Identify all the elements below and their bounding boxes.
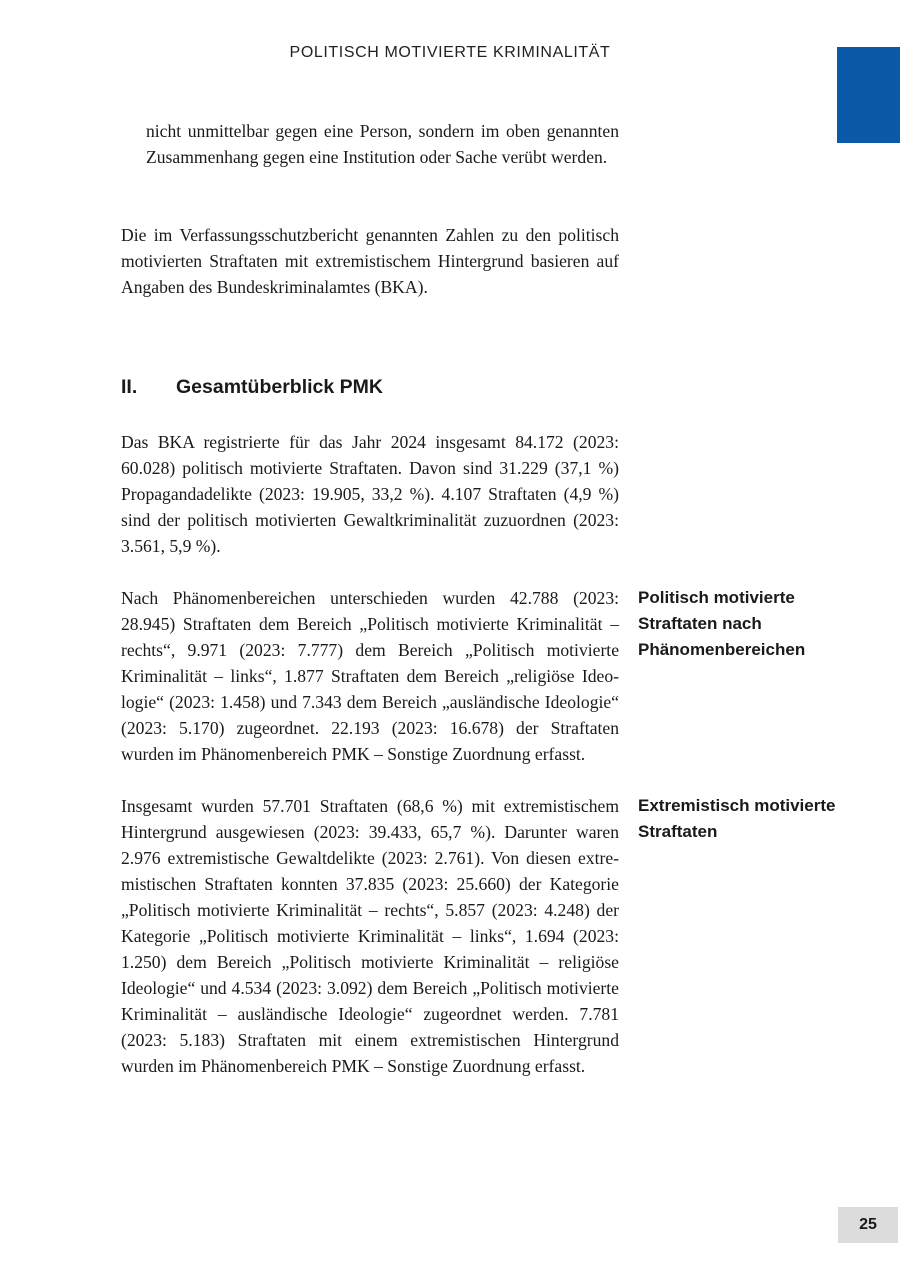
chapter-tab-marker bbox=[837, 47, 900, 143]
section-number: II. bbox=[121, 376, 138, 398]
page-number: 25 bbox=[838, 1207, 898, 1243]
margin-note-phenomena: Politisch motivierte Straftaten nach Phänomenbereichen bbox=[638, 588, 806, 659]
running-head-title: POLITISCH MOTIVIERTE KRIMINALITÄT bbox=[289, 44, 611, 61]
paragraph-data-source: Die im Verfassungsschutzbericht genannten Zahlen zu den politisch motivierten Straftaten mit extremistischem Hintergrund basieren auf Angaben des Bundeskriminalamtes (BKA). bbox=[121, 225, 619, 297]
section-title: Gesamtüberblick PMK bbox=[176, 376, 383, 398]
paragraph-overview: Das BKA registrierte für das Jahr 2024 insgesamt 84.172 (2023: 60.028) politisch motivierte Straftaten. Davon sind 31.229 (37,1 %) Propagandadelikte (2023: 19.905, 33,2 %). 4.107 Straftaten (4,9 %) sind der politisch motivierten Gewaltkriminalität zuzuordnen (2023: 3.561, 5,9 %). bbox=[121, 432, 619, 556]
margin-note-extremist: Extremistisch motivierte Straftaten bbox=[638, 796, 836, 841]
section-heading bbox=[121, 376, 383, 399]
paragraph-continuation: nicht unmittelbar gegen eine Person, sondern im oben genannten Zusammenhang gegen eine Institution oder Sache verübt werden. bbox=[146, 121, 619, 167]
paragraph-phenomena: Nach Phänomenbereichen unterschieden wurden 42.788 (2023: 28.945) Straftaten dem Bereich „Politisch motivierte Kriminalität – rechts“, 9.971 (2023: 7.777) dem Bereich „Politisch motivierte Kriminalität – links“, 1.877 Straftaten dem Bereich „religiöse Ideologie“ (2023: 1.458) und 7.343 dem Bereich „ausländische Ideologie“ (2023: 5.170) zugeordnet. 22.193 (2023: 16.678) der Straftaten wurden im Phänomenbereich PMK – Sonstige Zuordnung erfasst. bbox=[121, 588, 619, 764]
paragraph-extremist: Insgesamt wurden 57.701 Straftaten (68,6 %) mit extremistischem Hintergrund ausgewiesen (2023: 39.433, 65,7 %). Darunter waren 2.976 extremistische Gewaltdelikte (2023: 2.761). Von diesen extremistischen Straftaten konnten 37.835 (2023: 25.660) der Kategorie „Politisch motivierte Kriminalität – rechts“, 5.857 (2023: 4.248) der Kategorie „Politisch motivierte Kriminalität – links“, 1.694 (2023: 1.250) dem Bereich „Politisch motivierte Kriminalität – religiöse Ideologie“ und 4.534 (2023: 3.092) dem Bereich „Politisch motivierte Kriminalität – ausländische Ideologie“ zugeordnet werden. 7.781 (2023: 5.183) Straftaten mit einem extremistischen Hintergrund wurden im Phänomenbereich PMK – Sonstige Zuordnung erfasst. bbox=[121, 796, 619, 1076]
